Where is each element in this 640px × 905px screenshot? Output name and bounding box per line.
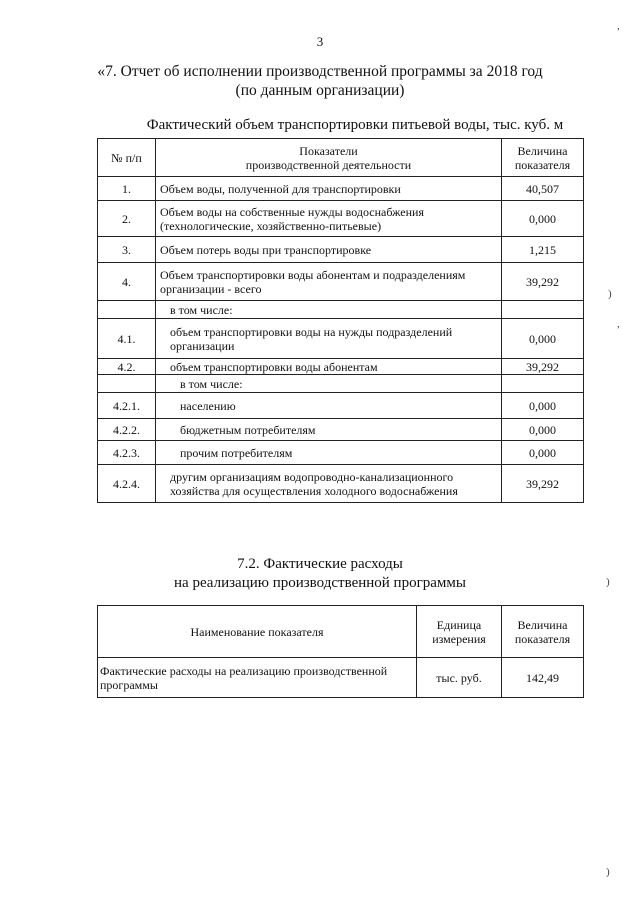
- row-number: 4.2.2.: [98, 419, 156, 441]
- table-row: [98, 201, 584, 237]
- row-number: [98, 301, 156, 319]
- expense-name-line1: Фактические расходы на реализацию производственной: [100, 663, 388, 678]
- header-indicator-line2: производственной деятельности: [245, 157, 412, 172]
- row-indicator: [156, 375, 502, 393]
- row-value: 39,292: [502, 359, 584, 375]
- section2-subtitle: на реализацию производственной программы: [174, 575, 466, 591]
- row-number: 4.1.: [98, 319, 156, 359]
- header-unit-line1: Единица: [436, 617, 482, 632]
- table-row: [98, 177, 584, 201]
- row-indicator: [156, 263, 502, 301]
- scan-mark: ): [608, 288, 612, 300]
- table-row: [98, 263, 584, 301]
- table-row: [98, 301, 584, 319]
- section-heading: «7. Отчет об исполнении производственной программы за 2018 год: [97, 63, 543, 80]
- row-value: 0,000: [502, 393, 584, 419]
- row-indicator: [156, 441, 502, 465]
- header-num: № п/п: [98, 139, 156, 177]
- row-indicator-line: бюджетным потребителям: [180, 422, 316, 437]
- expense-unit: тыс. руб.: [417, 658, 502, 698]
- header-unit-line2: измерения: [432, 631, 486, 646]
- row-value: 0,000: [502, 319, 584, 359]
- row-indicator-line: организации - всего: [160, 281, 262, 296]
- row-value: 0,000: [502, 441, 584, 465]
- row-indicator: [156, 465, 502, 503]
- expenses-table: [97, 605, 584, 698]
- row-indicator: [156, 319, 502, 359]
- row-indicator-line: объем транспортировки воды абонентам: [170, 359, 378, 374]
- expense-value: 142,49: [502, 658, 584, 698]
- row-indicator-line: другим организациям водопроводно-канализационного: [170, 469, 454, 484]
- row-indicator-line: в том числе:: [170, 302, 233, 317]
- row-indicator: [156, 393, 502, 419]
- scan-mark: ,: [617, 318, 620, 330]
- header-value: [502, 139, 584, 177]
- table-row: [98, 393, 584, 419]
- header-value-line1: Величина: [517, 617, 568, 632]
- row-value: 0,000: [502, 419, 584, 441]
- header-value-line2: показателя: [514, 631, 571, 646]
- row-number: 4.: [98, 263, 156, 301]
- row-indicator-line: объем транспортировки воды на нужды подразделений: [170, 324, 453, 339]
- row-indicator-line: (технологические, хозяйственно-питьевые): [160, 218, 382, 233]
- row-indicator: [156, 301, 502, 319]
- row-value: 40,507: [502, 177, 584, 201]
- header-value-line2: показателя: [514, 157, 571, 172]
- row-indicator-line: Объем транспортировки воды абонентам и подразделениям: [160, 267, 466, 282]
- table-header-row: [98, 139, 584, 177]
- table-row: [98, 419, 584, 441]
- row-number: 4.2.4.: [98, 465, 156, 503]
- row-indicator-line: прочим потребителям: [180, 445, 293, 460]
- section2-title: 7.2. Фактические расходы: [237, 556, 403, 572]
- header-unit: [417, 606, 502, 658]
- scan-mark: ): [606, 866, 610, 878]
- row-value: 1,215: [502, 237, 584, 263]
- row-number: [98, 375, 156, 393]
- row-number: 3.: [98, 237, 156, 263]
- expense-name-line2: программы: [100, 677, 158, 692]
- row-number: 4.2.3.: [98, 441, 156, 465]
- scan-mark: ,: [617, 20, 620, 32]
- row-indicator: [156, 419, 502, 441]
- row-indicator: [156, 359, 502, 375]
- row-value: 0,000: [502, 201, 584, 237]
- header-value: [502, 606, 584, 658]
- section-subheading: (по данным организации): [235, 82, 405, 99]
- row-indicator: [156, 177, 502, 201]
- row-indicator-line: хозяйства для осуществления холодного водоснабжения: [170, 483, 458, 498]
- table-row: [98, 465, 584, 503]
- table-row: [98, 375, 584, 393]
- header-value-line1: Величина: [517, 143, 568, 158]
- row-indicator-line: Объем воды на собственные нужды водоснабжения: [160, 204, 424, 219]
- table1-title: Фактический объем транспортировки питьевой воды, тыс. куб. м: [146, 117, 564, 133]
- water-transport-table: [97, 138, 584, 503]
- header-name: Наименование показателя: [98, 606, 417, 658]
- row-indicator: [156, 237, 502, 263]
- row-indicator-line: населению: [180, 398, 236, 413]
- table-row: [98, 237, 584, 263]
- table-header-row: [98, 606, 584, 658]
- row-number: 1.: [98, 177, 156, 201]
- header-indicator-line1: Показатели: [299, 143, 358, 158]
- row-value: 39,292: [502, 465, 584, 503]
- table-row: [98, 359, 584, 375]
- row-number: 2.: [98, 201, 156, 237]
- scan-mark: ): [606, 576, 610, 588]
- row-indicator-line: организации: [170, 338, 235, 353]
- table-row: [98, 441, 584, 465]
- expense-name: [98, 658, 417, 698]
- header-indicator: [156, 139, 502, 177]
- row-indicator-line: Объем воды, полученной для транспортировки: [160, 181, 401, 196]
- table-row: [98, 319, 584, 359]
- row-number: 4.2.1.: [98, 393, 156, 419]
- page-number: 3: [316, 34, 324, 49]
- row-value: [502, 375, 584, 393]
- row-value: 39,292: [502, 263, 584, 301]
- row-indicator-line: Объем потерь воды при транспортировке: [160, 242, 372, 257]
- row-indicator-line: в том числе:: [180, 376, 243, 391]
- row-number: 4.2.: [98, 359, 156, 375]
- row-value: [502, 301, 584, 319]
- row-indicator: [156, 201, 502, 237]
- table-row: [98, 658, 584, 698]
